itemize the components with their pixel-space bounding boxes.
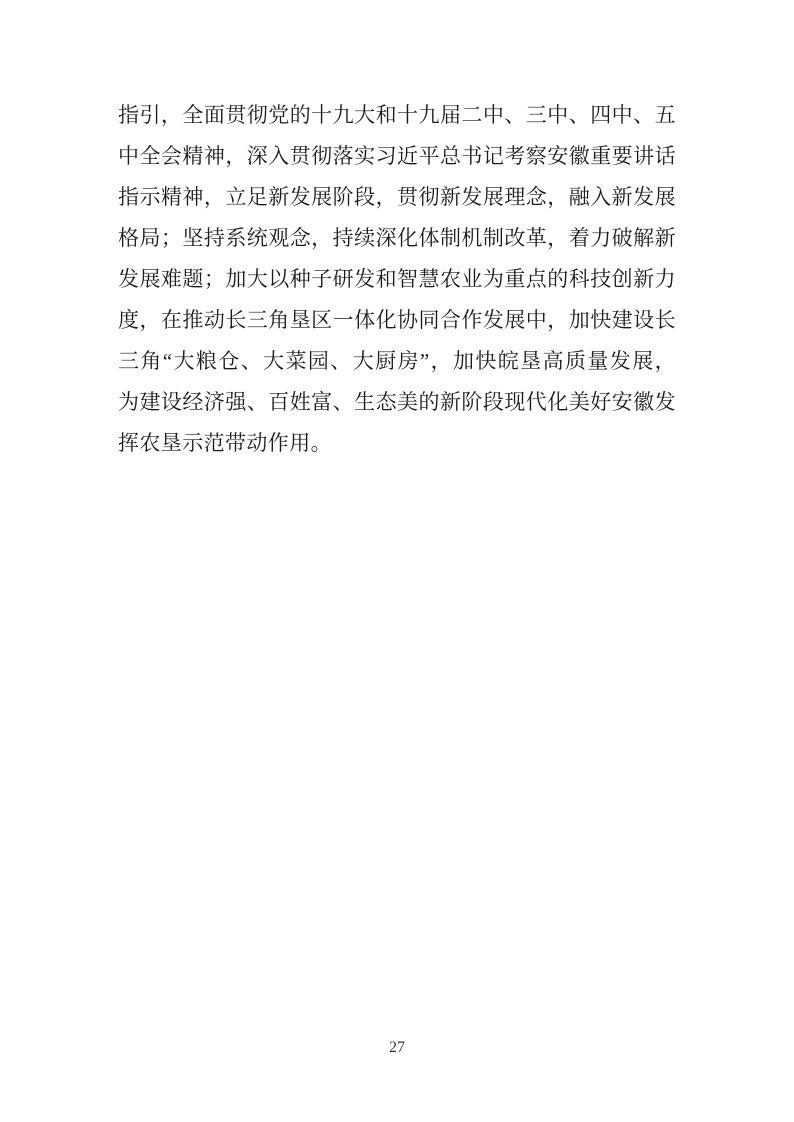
body-text-line: 中全会精神，深入贯彻落实习近平总书记考察安徽重要讲话 [118, 144, 676, 168]
body-text-line: 挥农垦示范带动作用。 [118, 431, 332, 455]
body-text-line: 指示精神，立足新发展阶段，贯彻新发展理念，融入新发展 [118, 185, 676, 209]
body-text-line: 三角“大粮仓、大菜园、大厨房”，加快皖垦高质量发展， [118, 349, 676, 373]
body-text-line: 指引，全面贯彻党的十九大和十九届二中、三中、四中、五 [118, 103, 676, 127]
body-text-line: 度，在推动长三角垦区一体化协同合作发展中，加快建设长 [118, 308, 676, 332]
body-text-line: 为建设经济强、百姓富、生态美的新阶段现代化美好安徽发 [118, 390, 676, 414]
body-text-line: 发展难题；加大以种子研发和智慧农业为重点的科技创新力 [118, 267, 676, 291]
body-text-line: 格局；坚持系统观念，持续深化体制机制改革，着力破解新 [118, 226, 676, 250]
page-number: 27 [389, 1039, 405, 1056]
body-paragraph [118, 95, 676, 464]
